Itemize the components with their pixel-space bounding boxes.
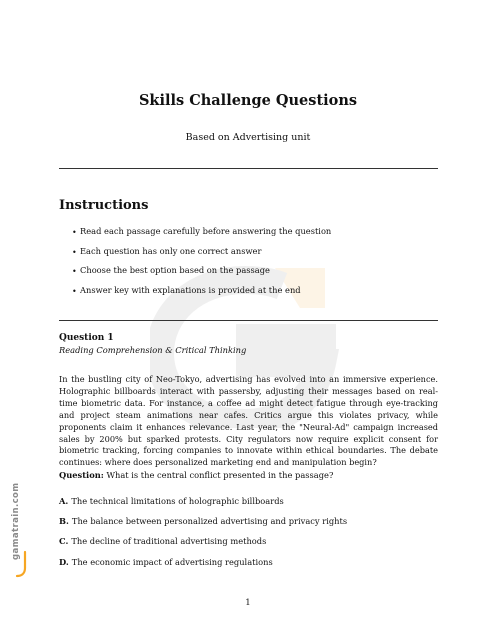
option-letter: C.	[59, 536, 69, 547]
question-text: What is the central conflict presented in the passage?	[106, 470, 334, 480]
option-text: The economic impact of advertising regulations	[71, 556, 273, 567]
option-text: The technical limitations of holographic billboards	[71, 496, 284, 506]
list-item	[59, 246, 439, 266]
document-subtitle: Based on Advertising unit	[185, 132, 311, 143]
watermark-hook-icon	[14, 550, 28, 578]
list-item-text: Each question has only one correct answer	[80, 245, 262, 256]
bullet-icon: •	[72, 286, 77, 296]
reading-passage: In the bustling city of Neo-Tokyo, advertising has evolved into an immersive experience. Holographic billboards interact with passersby, adjusting their messages based on real-time biometric data. For instance, a coffee ad might detect fatigue through eye-tracking and project steam animations near cafes. Critics argue this violates privacy, while proponents claim it enhances relevance. Last year, the "Neural-Ad" campaign increased sales by 200% but sparked protests. City regulators now require explicit consent for biometric tracking, forcing companies to innovate within ethical boundaries. The debate continues: where does personalized marketing end and manipulation begin?	[59, 374, 438, 468]
list-item	[59, 265, 439, 285]
option-letter: D.	[59, 556, 69, 567]
bullet-icon: •	[72, 247, 77, 257]
question-heading: Question 1	[59, 333, 114, 343]
bullet-icon: •	[72, 228, 77, 237]
answer-options	[59, 496, 438, 577]
list-item	[59, 226, 439, 246]
page-number: 1	[245, 598, 251, 608]
answer-option-b	[59, 516, 438, 536]
divider	[59, 320, 438, 321]
option-text: The decline of traditional advertising methods	[71, 536, 267, 547]
instructions-heading: Instructions	[59, 198, 149, 213]
answer-option-a	[59, 496, 438, 516]
instructions-list	[59, 226, 439, 304]
bullet-icon: •	[72, 267, 77, 276]
question-label: Question:	[59, 470, 104, 480]
option-letter: A.	[59, 496, 69, 506]
list-item-text: Read each passage carefully before answering the question	[80, 226, 332, 236]
list-item-text: Answer key with explanations is provided at the end	[80, 284, 301, 295]
divider	[59, 168, 438, 169]
option-letter: B.	[59, 516, 69, 527]
watermark-text: gamatrain.com	[11, 482, 21, 560]
answer-option-d	[59, 557, 438, 577]
option-text: The balance between personalized advertising and privacy rights	[71, 516, 348, 527]
list-item	[59, 285, 439, 305]
question-category: Reading Comprehension & Critical Thinking	[59, 345, 247, 355]
list-item-text: Choose the best option based on the passage	[80, 265, 270, 275]
answer-option-c	[59, 536, 438, 556]
question-prompt	[59, 470, 438, 481]
document-title: Skills Challenge Questions	[138, 92, 358, 109]
